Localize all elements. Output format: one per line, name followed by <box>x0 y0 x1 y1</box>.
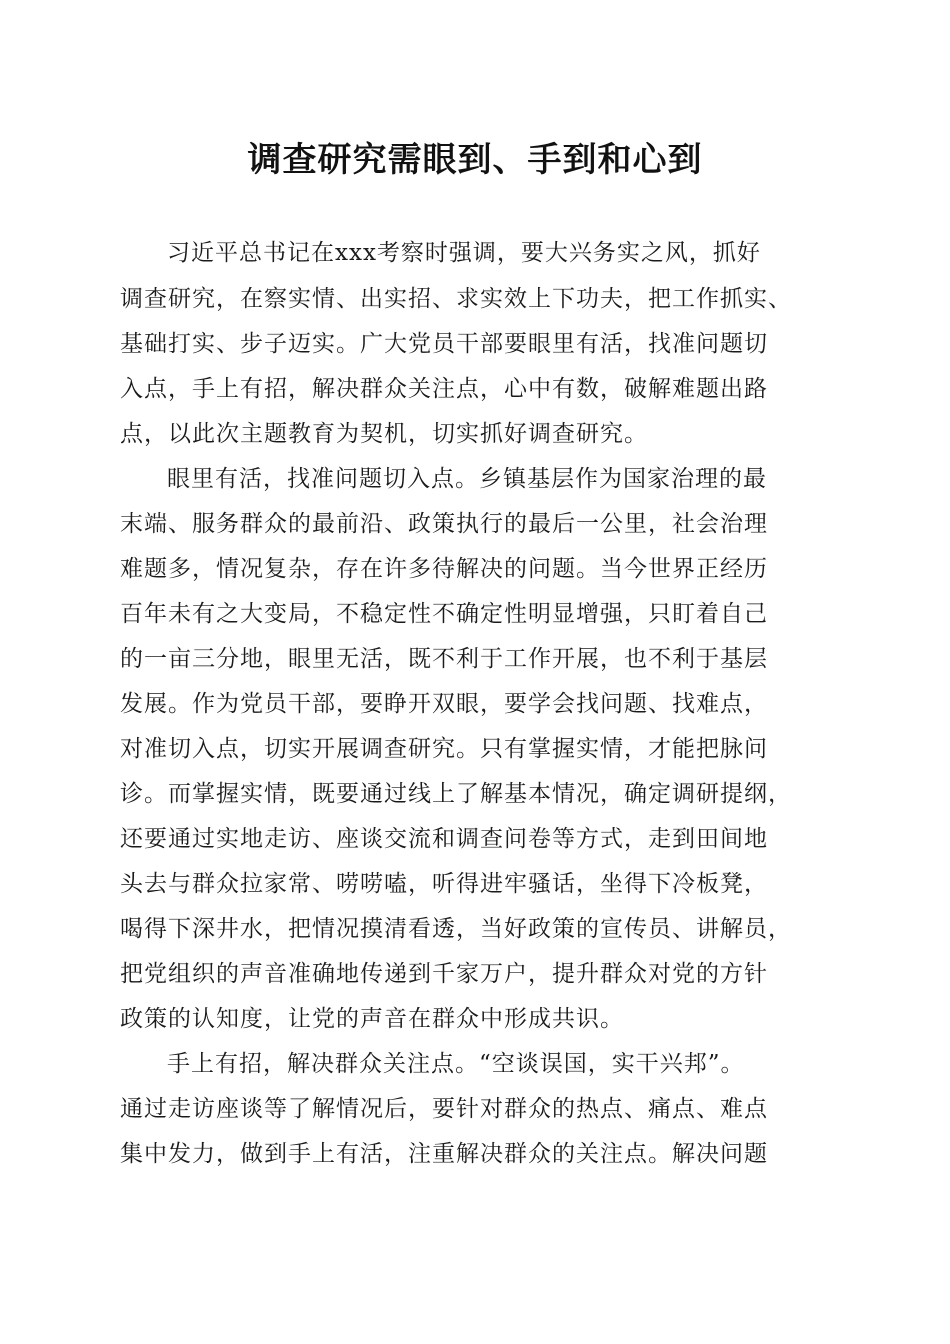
paragraph-3-line-2: 通过走访座谈等了解情况后，要针对群众的热点、痛点、难点 <box>120 1096 768 1122</box>
paragraph-2-line-12: 把党组织的声音准确地传递到千家万户，提升群众对党的方针 <box>120 961 768 987</box>
paragraph-2-line-6: 发展。作为党员干部，要睁开双眼，要学会找问题、找难点， <box>120 691 768 717</box>
paragraph-2-line-2: 末端、服务群众的最前沿、政策执行的最后一公里，社会治理 <box>120 511 768 537</box>
paragraph-2-line-7: 对准切入点，切实开展调查研究。只有掌握实情，才能把脉问 <box>120 736 768 762</box>
paragraph-2-line-5: 的一亩三分地，眼里无活，既不利于工作开展，也不利于基层 <box>120 646 768 672</box>
paragraph-3-line-3: 集中发力，做到手上有活，注重解决群众的关注点。解决问题 <box>120 1141 768 1167</box>
paragraph-1-line-4: 入点，手上有招，解决群众关注点，心中有数，破解难题出路 <box>120 376 768 402</box>
paragraph-1-line-3: 基础打实、步子迈实。广大党员干部要眼里有活，找准问题切 <box>120 331 768 357</box>
paragraph-1-line-2: 调查研究，在察实情、出实招、求实效上下功夫，把工作抓实、 <box>120 286 792 312</box>
paragraph-1-line-5: 点，以此次主题教育为契机，切实抓好调查研究。 <box>120 421 648 447</box>
paragraph-2-line-13: 政策的认知度，让党的声音在群众中形成共识。 <box>120 1006 624 1032</box>
paragraph-2-line-4: 百年未有之大变局，不稳定性不确定性明显增强，只盯着自己 <box>120 601 768 627</box>
paragraph-2-line-8: 诊。而掌握实情，既要通过线上了解基本情况，确定调研提纲， <box>120 781 792 807</box>
paragraph-2-line-11: 喝得下深井水，把情况摸清看透，当好政策的宣传员、讲解员， <box>120 916 792 942</box>
paragraph-2-line-1: 眼里有活，找准问题切入点。乡镇基层作为国家治理的最 <box>167 466 767 492</box>
paragraph-3-line-1: 手上有招，解决群众关注点。“空谈误国，实干兴邦”。 <box>167 1051 745 1077</box>
paragraph-2-line-3: 难题多，情况复杂，存在许多待解决的问题。当今世界正经历 <box>120 556 768 582</box>
paragraph-2-line-10: 头去与群众拉家常、唠唠嗑，听得进牢骚话，坐得下冷板凳， <box>120 871 768 897</box>
paragraph-2-line-9: 还要通过实地走访、座谈交流和调查问卷等方式，走到田间地 <box>120 826 768 852</box>
document-title: 调查研究需眼到、手到和心到 <box>247 140 703 180</box>
paragraph-1-line-1: 习近平总书记在xxx考察时强调，要大兴务实之风，抓好 <box>167 240 761 266</box>
